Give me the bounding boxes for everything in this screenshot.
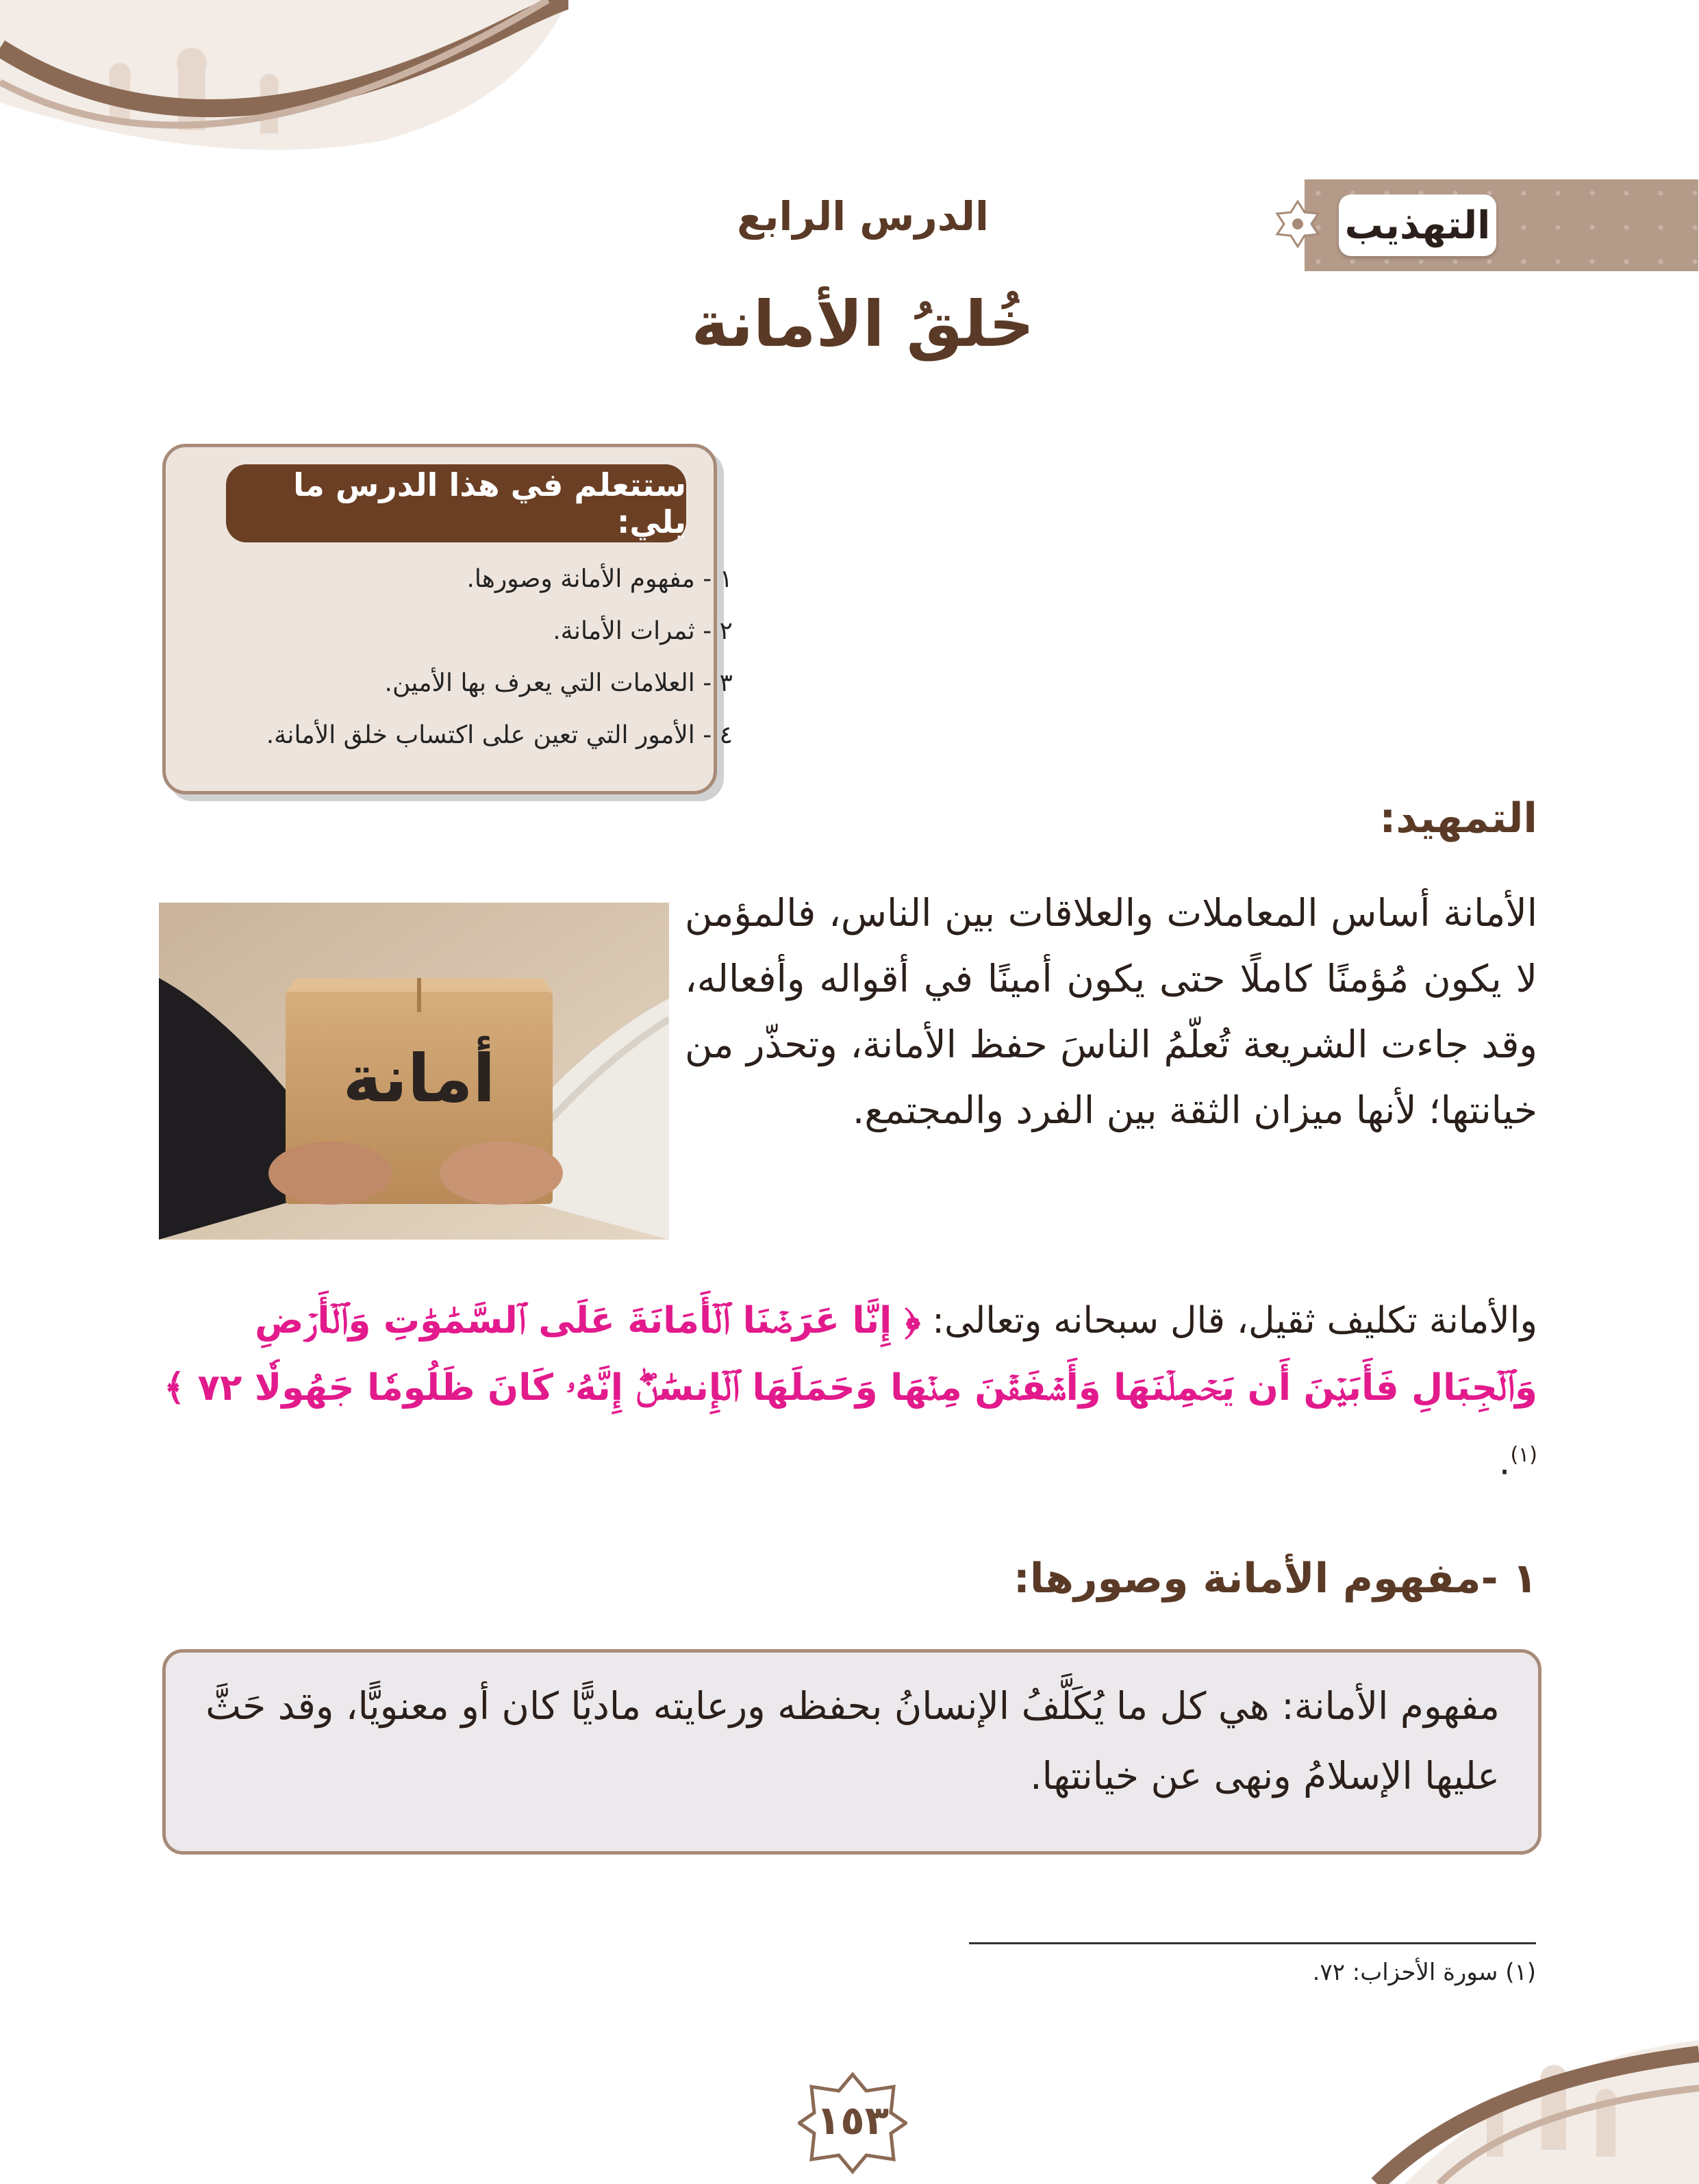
list-item: ٣ - العلامات التي يعرف بها الأمين. [384, 669, 733, 697]
footnote: (١) سورة الأحزاب: ٧٢. [1312, 1959, 1536, 1986]
top-decorative-corner [0, 0, 568, 158]
section-label: التهذيب [1339, 194, 1496, 256]
verse-paragraph [158, 1288, 1537, 1496]
footnote-ref: (١) [1510, 1443, 1537, 1467]
verse-end: . [1498, 1441, 1511, 1483]
list-item: ٢ - ثمرات الأمانة. [553, 617, 733, 645]
intro-heading: التمهيد: [1379, 794, 1537, 842]
ornament-icon [1274, 200, 1322, 248]
objectives-list [199, 553, 733, 762]
box-label: أمانة [342, 1040, 496, 1117]
intro-paragraph: الأمانة أساس المعاملات والعلاقات بين الناس، فالمؤمن لا يكون مُؤمنًا كاملًا حتى يكون أمينًا في أقواله وأفعاله، وقد جاءت الشريعة تُعلّمُ الناسَ حفظ الأمانة، وتحذّر من خيانتها؛ لأنها ميزان الثقة بين الفرد والمجتمع. [685, 891, 1537, 1132]
objectives-heading: ستتعلم في هذا الدرس ما يلي: [226, 464, 686, 542]
lesson-title: خُلقُ الأمانة [691, 288, 1035, 361]
quran-verse: ﴿ إِنَّا عَرَضۡنَا ٱلۡأَمَانَةَ عَلَى ٱلسَّمَٰوَٰتِ وَٱلۡأَرۡضِ وَٱلۡجِبَالِ فَأَبَيۡنَ أَن يَحۡمِلۡنَهَا وَأَشۡفَقۡنَ مِنۡهَا وَحَمَلَهَا ٱلۡإِنسَٰنُۖ إِنَّهُۥ كَانَ ظَلُومٗا جَهُولٗا ٧٢ ﴾ [164, 1300, 1537, 1409]
bottom-decorative-corner [1254, 2040, 1699, 2184]
trust-photo [159, 903, 669, 1240]
verse-lead: والأمانة تكليف ثقيل، قال سبحانه وتعالى: [920, 1300, 1537, 1342]
section-tab [1305, 179, 1698, 271]
footnote-divider [969, 1942, 1536, 1944]
section1-heading: ١ -مفهوم الأمانة وصورها: [1013, 1555, 1537, 1603]
lesson-number: الدرس الرابع [737, 193, 989, 240]
page-number: ١٥٣ [816, 2097, 890, 2144]
definition-text: مفهوم الأمانة: هي كل ما يُكَلَّفُ الإنسانُ بحفظه ورعايته ماديًّا كان أو معنويًّا، وقد حَثَّ عليها الإسلامُ ونهى عن خيانتها. [205, 1684, 1500, 1798]
list-item: ١ - مفهوم الأمانة وصورها. [466, 565, 733, 593]
list-item: ٤ - الأمور التي تعين على اكتساب خلق الأمانة. [266, 721, 733, 749]
